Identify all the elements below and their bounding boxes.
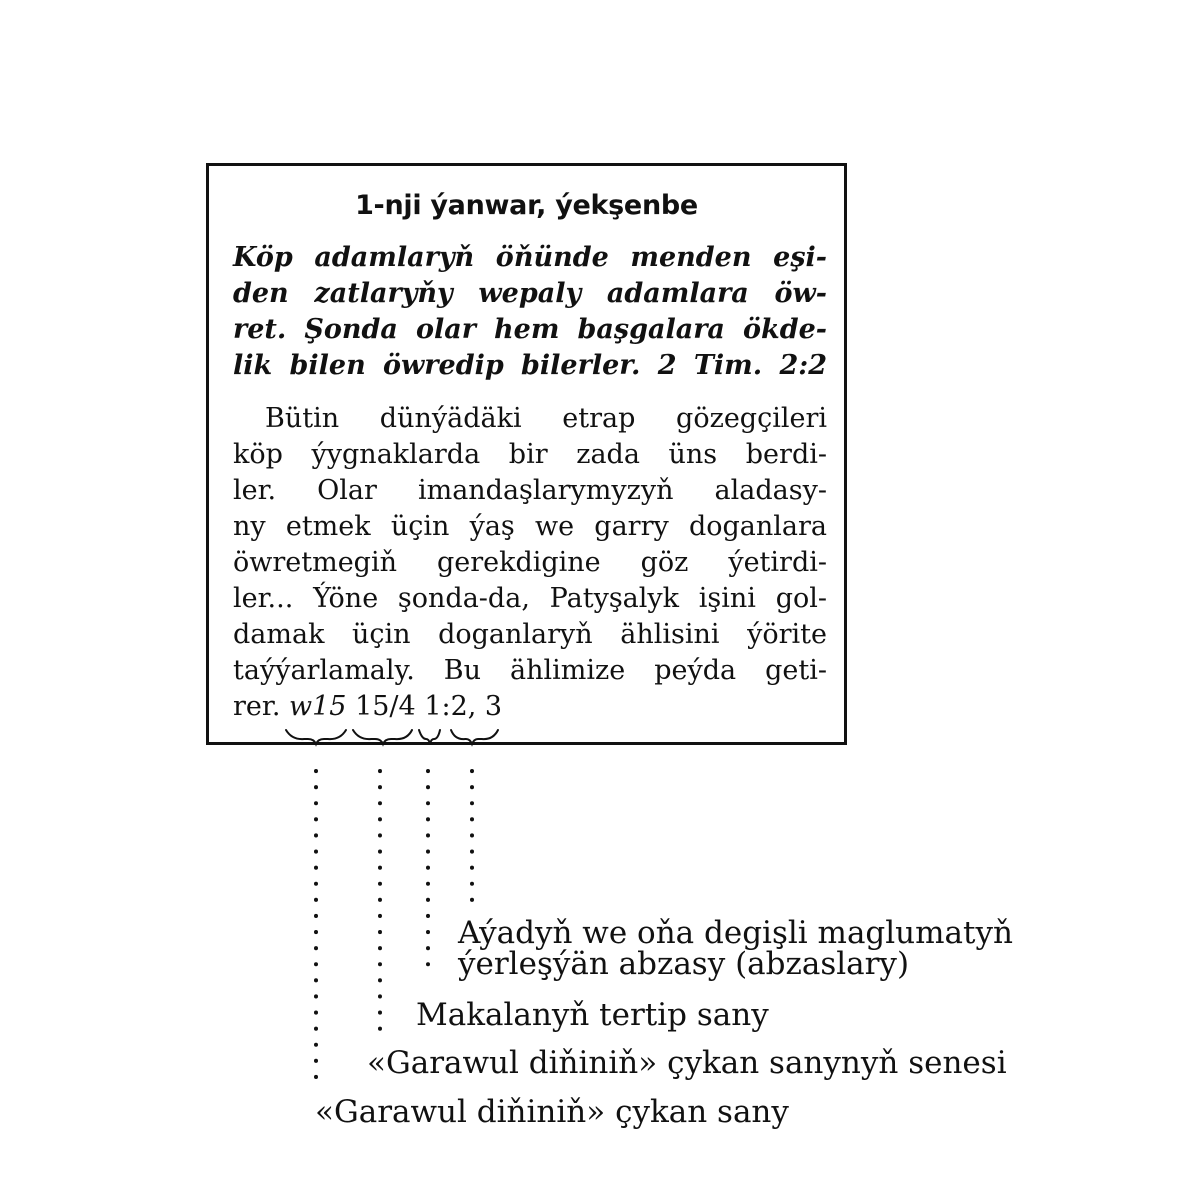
- date-heading: 1-nji ýanwar, ýekşenbe: [355, 190, 698, 221]
- body-line: Bütin dünýädäki etrap gözegçileri: [265, 403, 827, 434]
- article-label: Makalanyň tertip sany: [416, 997, 769, 1033]
- brace-paragraphs: [451, 730, 498, 744]
- issue-date-label: «Garawul diňiniň» çykan sanynyň senesi: [367, 1045, 1007, 1081]
- reference-issue: 15/4: [355, 691, 416, 722]
- paragraphs-label: [458, 915, 1013, 982]
- paragraphs-label-line1: Aýadyň we oňa degişli maglumatyň: [458, 915, 1013, 951]
- body-line: öwretmegiň gerekdigine göz ýetirdi-: [233, 547, 827, 578]
- verse-line: ret. Şonda olar hem başgalara ökde-: [233, 314, 827, 345]
- body-line: ler. Olar imandaşlarymyzyň aladasy-: [233, 475, 827, 506]
- brace-issue: [353, 730, 412, 744]
- paragraphs-label-line2: ýerleşýän abzasy (abzaslary): [458, 946, 910, 982]
- brace-publication: [286, 730, 346, 744]
- body-line: köp ýygnaklarda bir zada üns berdi-: [233, 439, 827, 470]
- reference-article: 1:: [424, 691, 451, 722]
- brace-article: [419, 730, 440, 744]
- body-line: ny etmek üçin ýaş we garry doganlara: [233, 511, 827, 542]
- reference-paragraphs: 2, 3: [450, 691, 503, 722]
- body-line: damak üçin doganlaryň ählisini ýörite: [233, 619, 827, 650]
- issue-label: «Garawul diňiniň» çykan sany: [315, 1094, 789, 1130]
- body-line: ler... Ýöne şonda-da, Patyşalyk işini gol-: [233, 583, 827, 614]
- reference-publication: w15: [289, 691, 347, 722]
- verse-line: Köp adamlaryň öňünde menden eşi-: [233, 242, 827, 273]
- verse-line: den zatlaryňy wepaly adamlara öw-: [233, 278, 827, 309]
- verse-line: lik bilen öwredip bilerler. 2 Tim. 2:2: [233, 350, 827, 381]
- body-line: taýýarlamaly. Bu ählimize peýda geti-: [233, 655, 827, 686]
- last-line-prefix: rer.: [233, 691, 281, 722]
